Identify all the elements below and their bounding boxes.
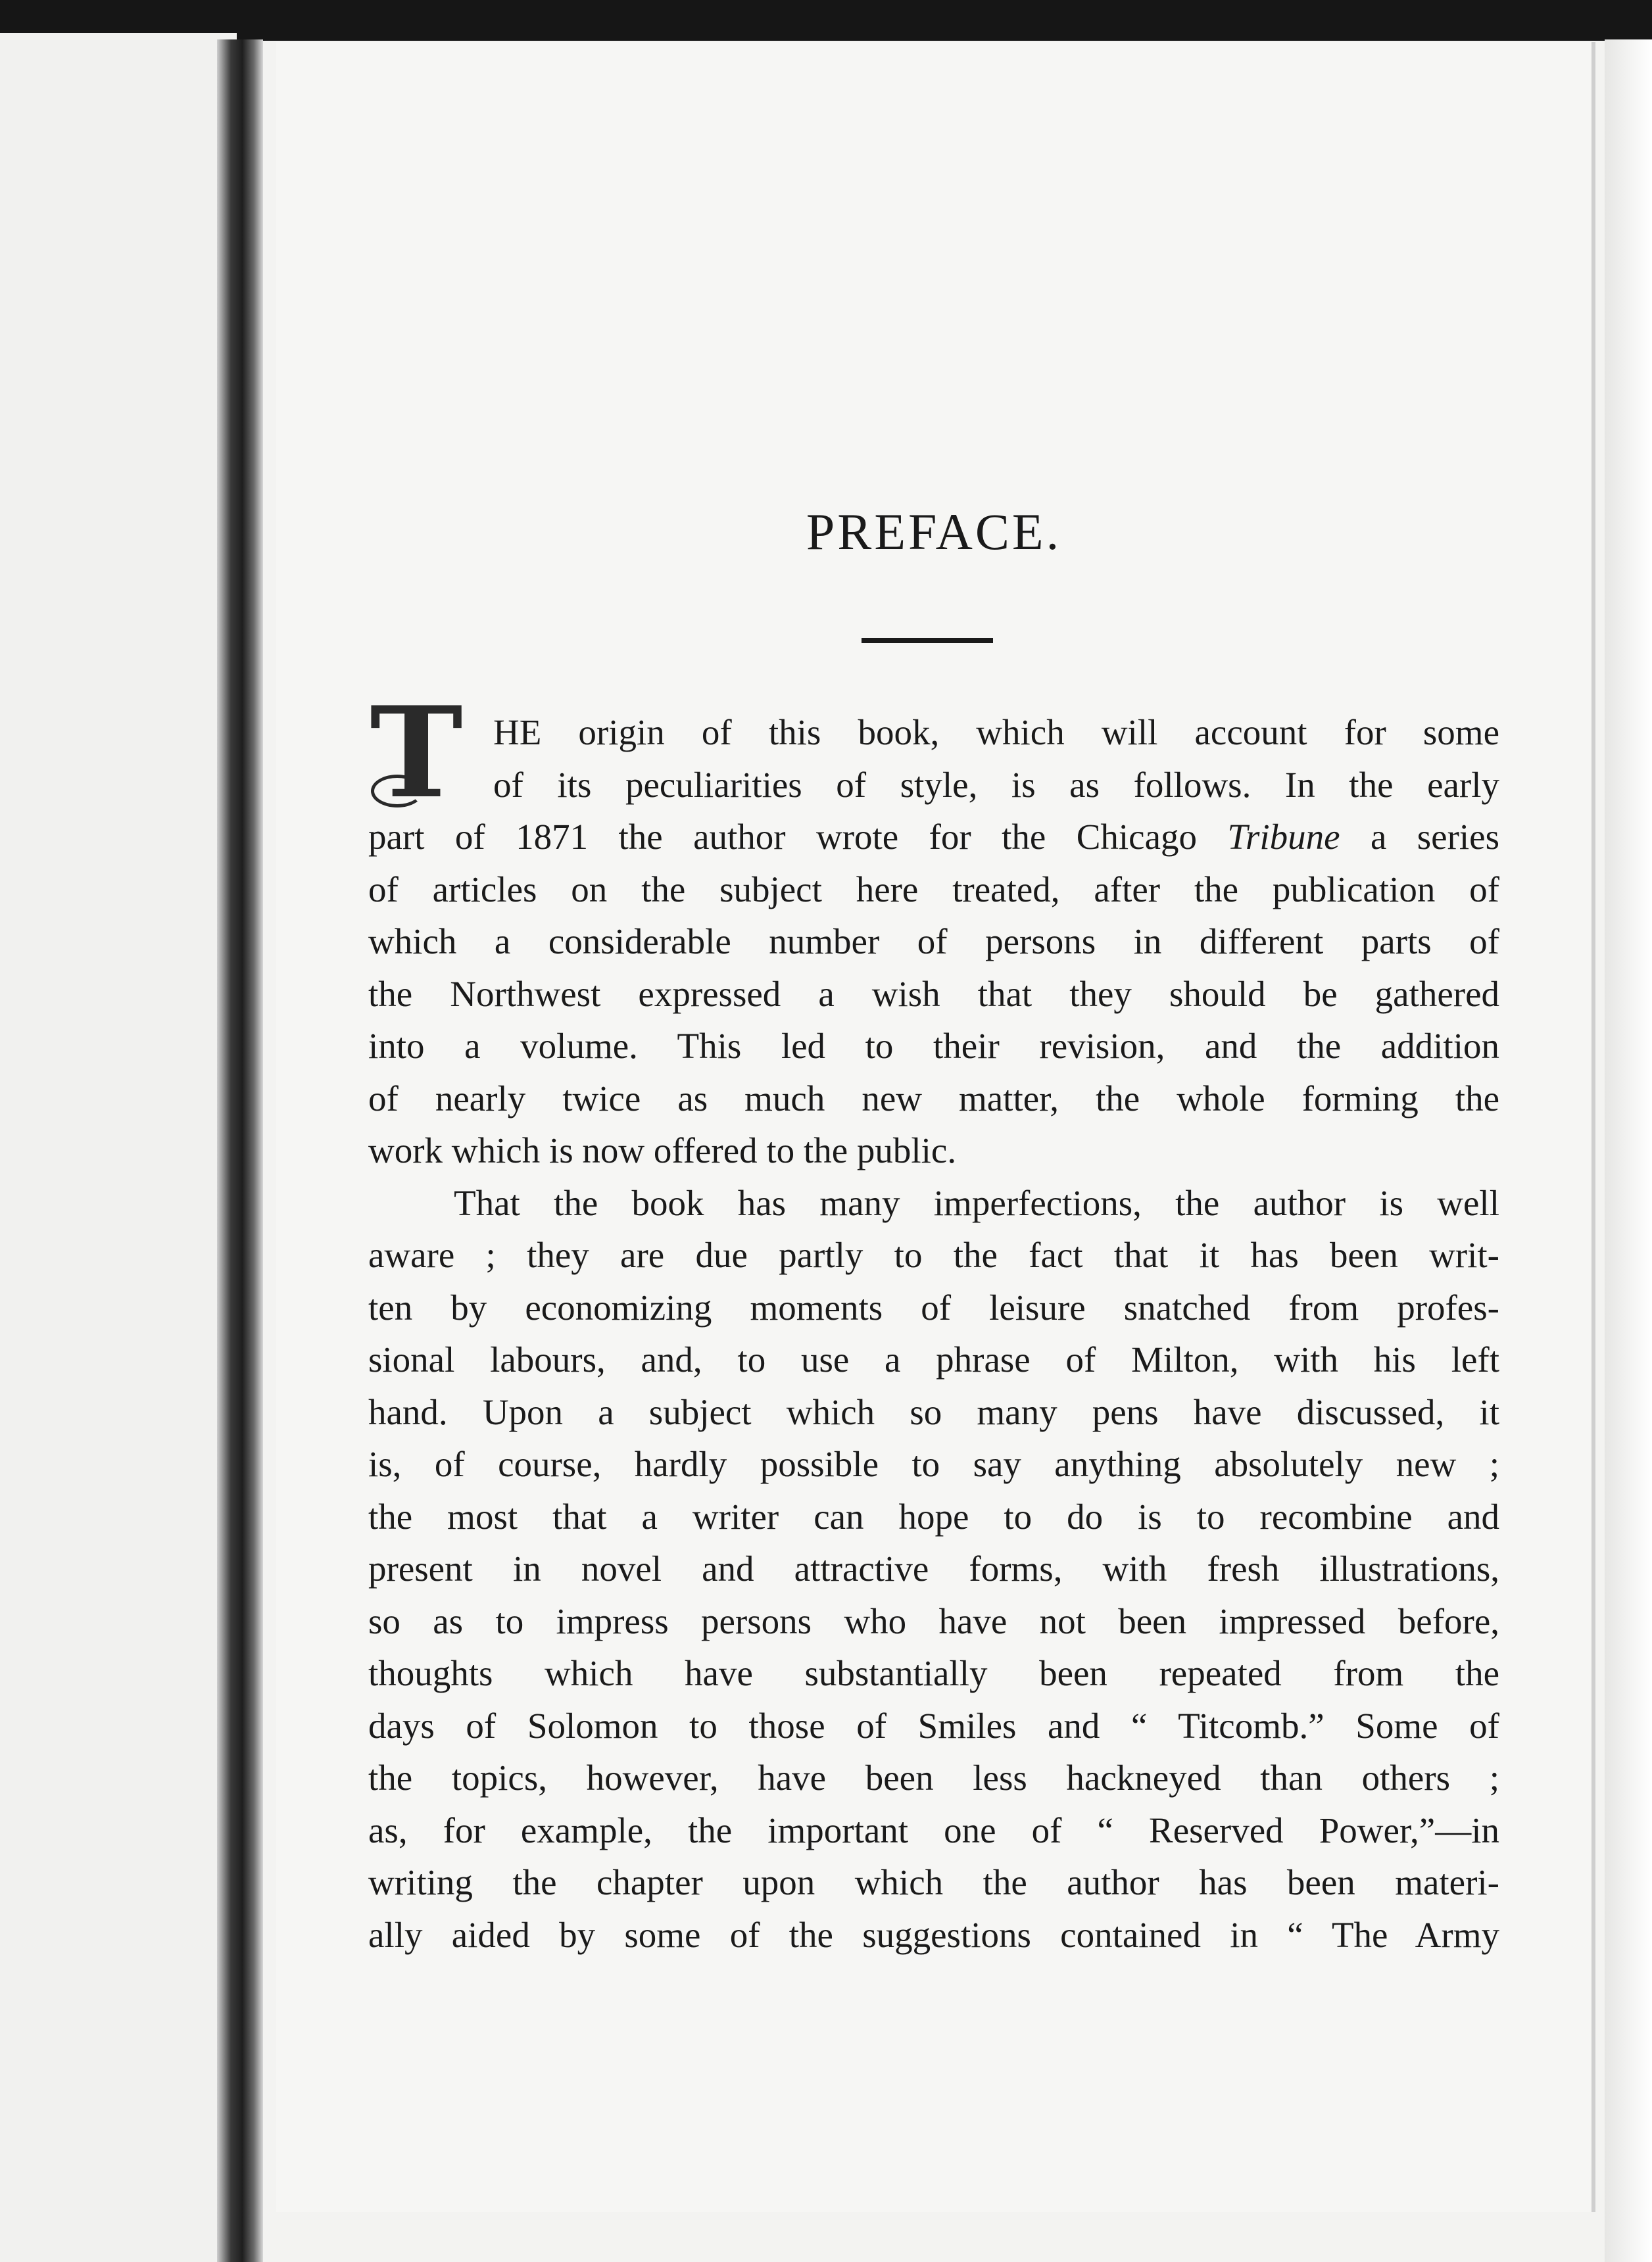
text-line: of nearly twice as much new matter, the whole forming the	[368, 1078, 1499, 1119]
text-line: as, for example, the important one of “ Reserved Power,”—in	[368, 1810, 1499, 1850]
text-line: into a volume. This led to their revision, and the addition	[368, 1026, 1499, 1066]
book-gutter	[217, 39, 263, 2262]
text-line: so as to impress persons who have not been impressed before,	[368, 1600, 1499, 1641]
text-line: the topics, however, have been less hackneyed than others ;	[368, 1758, 1499, 1798]
scan-top-border	[0, 0, 1652, 41]
text-line: days of Solomon to those of Smiles and “ Titcomb.” Some of	[368, 1705, 1499, 1746]
text-line: thoughts which have substantially been repeated from the	[368, 1653, 1499, 1693]
page-edge	[1605, 39, 1652, 2262]
title-rule	[862, 638, 993, 643]
text-line: That the book has many imperfections, the author is well	[454, 1182, 1499, 1223]
facing-page-blank	[0, 33, 237, 2262]
text-segment: a series	[1340, 817, 1499, 857]
text-line: present in novel and attractive forms, with fresh illustrations,	[368, 1549, 1499, 1589]
text-line: work which is now offered to the public.	[368, 1130, 957, 1170]
paragraph-2	[368, 1177, 1499, 1961]
paragraph-1	[368, 679, 1499, 1177]
text-line: of its peculiarities of style, is as follows. In the early	[493, 764, 1499, 805]
italic-newspaper-name: Tribune	[1227, 817, 1340, 857]
text-line: HE origin of this book, which will account for some	[493, 712, 1499, 752]
text-line: of articles on the subject here treated, after the publication of	[368, 869, 1499, 909]
text-line: is, of course, hardly possible to say anything absolutely new ;	[368, 1444, 1499, 1484]
text-line: sional labours, and, to use a phrase of Milton, with his left	[368, 1339, 1499, 1380]
text-line: aware ; they are due partly to the fact that it has been writ-	[368, 1235, 1499, 1275]
text-line: the Northwest expressed a wish that they should be gathered	[368, 973, 1499, 1014]
text-line: writing the chapter upon which the author has been materi-	[368, 1862, 1499, 1902]
text-segment: part of 1871 the author wrote for the Chicago	[368, 817, 1228, 857]
drop-cap-letter: T	[360, 697, 472, 809]
preface-text	[368, 679, 1499, 1961]
text-line: ten by economizing moments of leisure snatched from profes-	[368, 1287, 1499, 1328]
text-line: hand. Upon a subject which so many pens have discussed, it	[368, 1391, 1499, 1432]
text-line-with-italic	[368, 811, 1499, 863]
page-title: PREFACE.	[806, 503, 1062, 560]
book-page	[276, 42, 1591, 2212]
text-line: ally aided by some of the suggestions contained in “ The Army	[368, 1914, 1499, 1955]
text-line: the most that a writer can hope to do is to recombine and	[368, 1496, 1499, 1537]
text-line: which a considerable number of persons in different parts of	[368, 921, 1499, 961]
